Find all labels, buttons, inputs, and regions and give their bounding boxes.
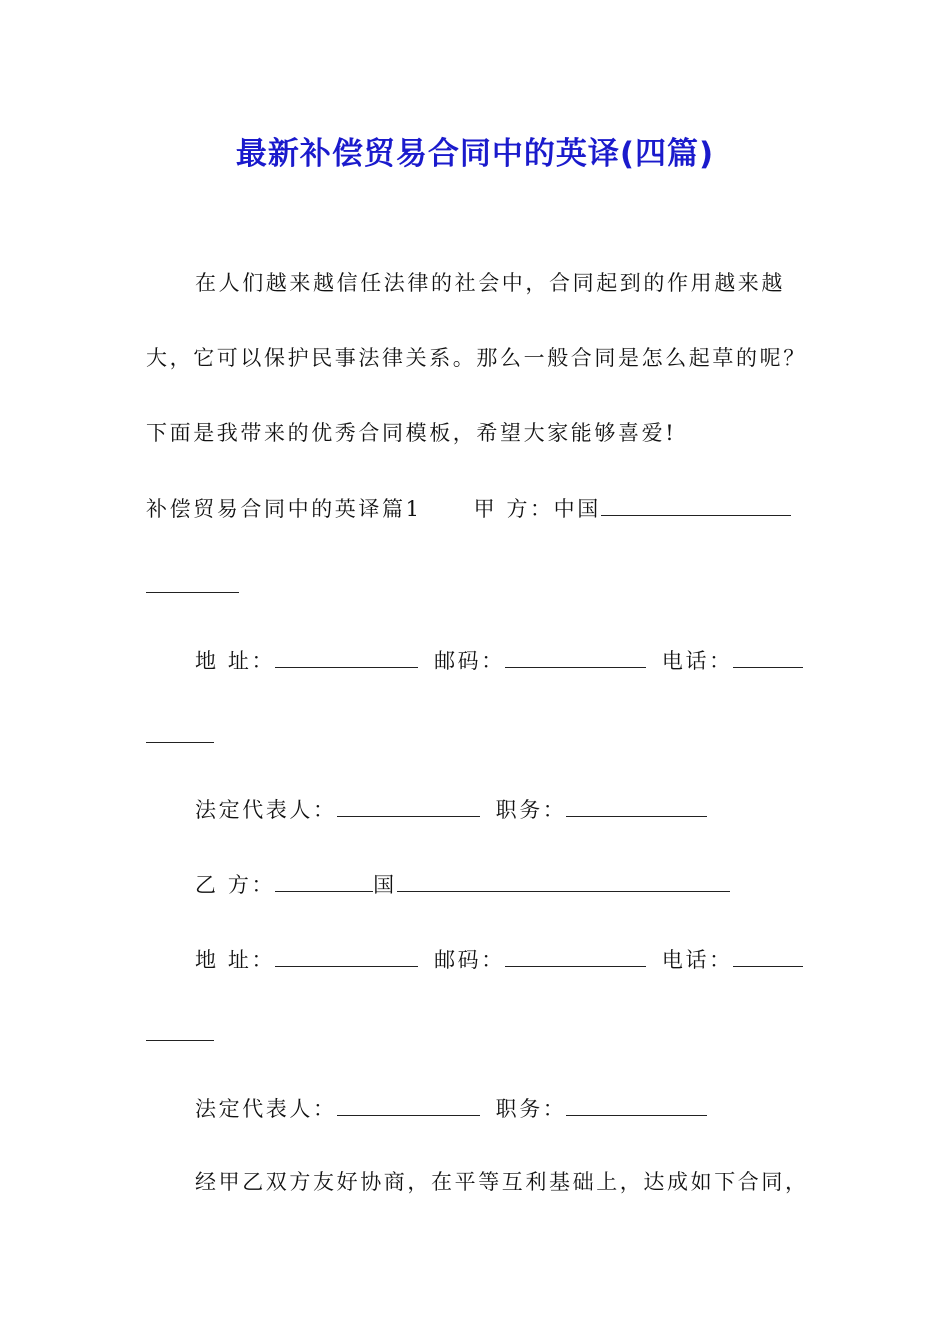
party-b-country-blank	[397, 869, 730, 892]
party-b-postcode-blank	[505, 944, 646, 967]
party-a-position-label: 职务：	[495, 798, 567, 822]
party-a-phone-blank-2	[146, 720, 214, 743]
party-a-name-blank-2	[146, 570, 239, 593]
party-b-address-blank	[275, 944, 418, 967]
party-b-phone-blank-2	[146, 1018, 214, 1041]
party-a-rep-line	[195, 794, 879, 825]
party-a-phone-label: 电话：	[661, 649, 733, 673]
party-b-phone-blank-continued	[146, 1018, 830, 1049]
party-a-address-blank	[275, 645, 418, 668]
party-a-label: 甲 方：中国	[473, 497, 601, 521]
section-1-heading: 补偿贸易合同中的英译篇1	[146, 497, 422, 521]
party-a-address-label: 地 址：	[195, 649, 276, 673]
party-a-address-line	[195, 645, 879, 676]
party-a-position-blank	[566, 794, 707, 817]
intro-paragraph-line-2: 大，它可以保护民事法律关系。那么一般合同是怎么起草的呢？	[146, 346, 807, 370]
party-b-postcode-label: 邮码：	[434, 948, 505, 972]
party-a-postcode-blank	[505, 645, 646, 668]
party-a-phone-blank-continued	[146, 720, 830, 751]
party-b-position-label: 职务：	[495, 1097, 567, 1121]
party-a-phone-blank	[733, 645, 803, 668]
party-b-position-blank	[566, 1093, 707, 1116]
party-a-postcode-label: 邮码：	[434, 649, 505, 673]
party-a-rep-label: 法定代表人：	[195, 798, 337, 822]
closing-paragraph-line: 经甲乙双方友好协商，在平等互利基础上，达成如下合同，	[195, 1170, 809, 1194]
party-b-line	[195, 869, 879, 900]
intro-paragraph-line-1: 在人们越来越信任法律的社会中，合同起到的作用越来越	[195, 271, 785, 295]
party-b-country: 国	[373, 873, 397, 897]
party-b-address-label: 地 址：	[195, 948, 276, 972]
party-b-rep-label: 法定代表人：	[195, 1097, 337, 1121]
section-1-line	[146, 493, 830, 524]
party-a-name-blank	[601, 493, 791, 516]
party-b-phone-label: 电话：	[661, 948, 733, 972]
intro-paragraph-line-3: 下面是我带来的优秀合同模板，希望大家能够喜爱!	[146, 421, 677, 445]
party-b-address-line	[195, 944, 879, 975]
party-b-phone-blank	[733, 944, 803, 967]
party-b-rep-line	[195, 1093, 879, 1124]
party-a-rep-blank	[337, 794, 480, 817]
document-title: 最新补偿贸易合同中的英译(四篇)	[235, 136, 715, 172]
party-b-name-blank	[275, 869, 373, 892]
party-a-name-blank-continued	[146, 570, 830, 601]
party-b-rep-blank	[337, 1093, 480, 1116]
party-b-label: 乙 方：	[195, 873, 276, 897]
